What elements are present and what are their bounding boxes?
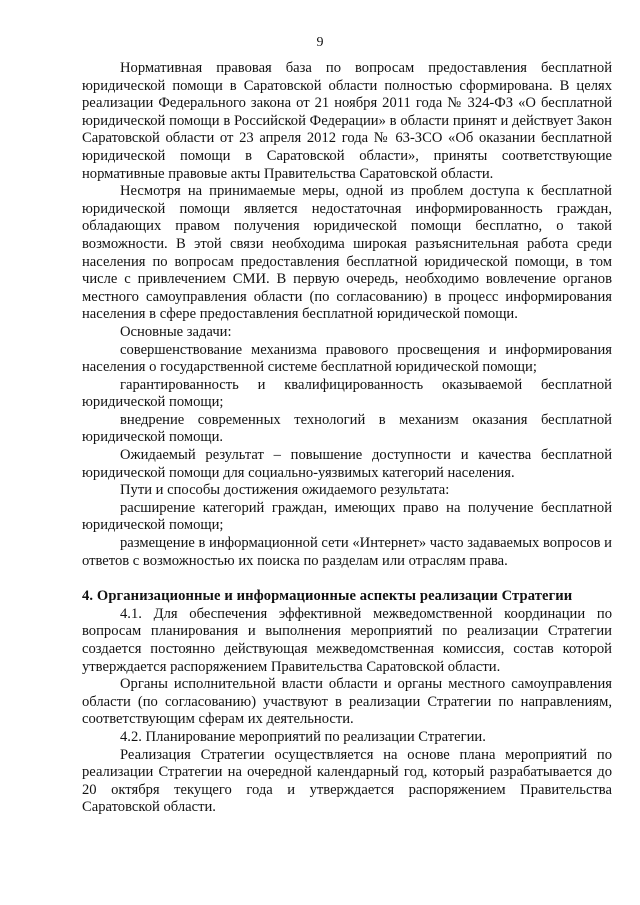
paragraph: 4.1. Для обеспечения эффективной межведомственной координации по вопросам планирования и выполнения мероприятий по реализации Стратегии создается постоянно действующая межведомственная комиссия, состав которой утверждается распоряжением Правительства Саратовской области. <box>82 605 612 675</box>
paragraph: Основные задачи: <box>120 323 232 340</box>
section-heading: 4. Организационные и информационные аспекты реализации Стратегии <box>82 588 573 605</box>
paragraph: 4.2. Планирование мероприятий по реализации Стратегии. <box>120 728 486 745</box>
method-item: расширение категорий граждан, имеющих право на получение бесплатной юридической помощи; <box>82 499 612 534</box>
paragraph: Реализация Стратегии осуществляется на основе плана мероприятий по реализации Стратегии на очередной календарный год, который разрабатывается до 20 октября текущего года и утверждается распоряжением Правительства Саратовской области. <box>82 746 612 816</box>
paragraph: Ожидаемый результат – повышение доступности и качества бесплатной юридической помощи для социально-уязвимых категорий населения. <box>82 447 612 481</box>
paragraph: Нормативная правовая база по вопросам предоставления бесплатной юридической помощи в Саратовской области полностью сформирована. В целях реализации Федерального закона от 21 ноября 2011 года № 324-ФЗ «О бесплатной юридической помощи в Российской Федерации» в области принят и действует Закон Саратовской области от 23 апреля 2012 года № 63-ЗСО «Об оказании бесплатной юридической помощи в Саратовской области», приняты соответствующие нормативные правовые акты Правительства Саратовской области. <box>82 60 612 182</box>
task-item: гарантированность и квалифицированность оказываемой бесплатной юридической помощи; <box>82 376 612 411</box>
paragraph: Пути и способы достижения ожидаемого результата: <box>120 482 450 499</box>
page-number: 9 <box>316 35 324 50</box>
paragraph: Несмотря на принимаемые меры, одной из проблем доступа к бесплатной юридической помощи является недостаточная информированность граждан, обладающих правом получения юридической помощи бесплатно, о такой возможности. В этой связи необходима широкая разъяснительная работа среди населения по вопросам предоставления бесплатной юридической помощи, в том числе с привлечением СМИ. В первую очередь, необходимо вовлечение органов местного самоуправления области (по согласованию) в процесс информирования населения в сфере предоставления бесплатной юридической помощи. <box>82 183 612 323</box>
document-body <box>82 60 612 817</box>
method-item: размещение в информационной сети «Интернет» часто задаваемых вопросов и ответов с возможностью их поиска по разделам или отраслям права. <box>82 535 612 569</box>
task-item: внедрение современных технологий в механизм оказания бесплатной юридической помощи. <box>82 411 612 446</box>
task-item: совершенствование механизма правового просвещения и информирования населения о государственной системе бесплатной юридической помощи; <box>82 341 612 376</box>
paragraph: Органы исполнительной власти области и органы местного самоуправления области (по согласованию) участвуют в реализации Стратегии по направлениям, соответствующим сферам их деятельности. <box>82 676 612 728</box>
